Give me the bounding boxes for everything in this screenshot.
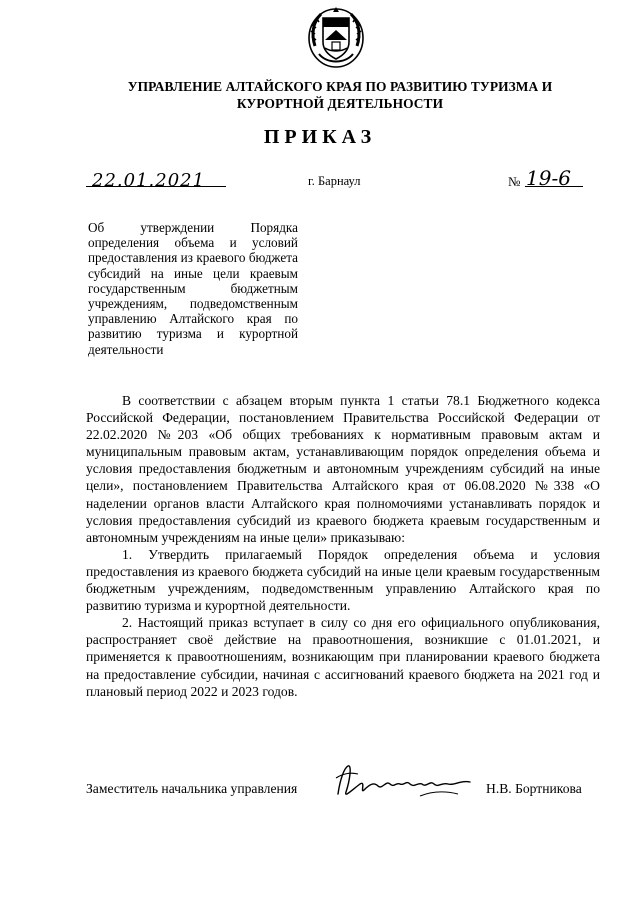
org-title-line: УПРАВЛЕНИЕ АЛТАЙСКОГО КРАЯ ПО РАЗВИТИЮ ТУРИЗМА И: [127, 79, 553, 94]
document-subject: Об утверждении Порядка определения объема и условий предоставления из краевого бюджета субсидий на иные цели краевым государственным бюджетным учреждениям, подведомственным управлению Алтайского края по развитию туризма и курортной деятельности: [88, 220, 298, 357]
body-paragraph: В соответствии с абзацем вторым пункта 1 статьи 78.1 Бюджетного кодекса Российской Федерации, постановлением Правительства Российской Федерации от 22.02.2020 №203 «Об общих требованиях к нормативным правовым актам и муниципальным правовым актам, устанавливающим порядок определения объема и условия предоставления бюджетным и автономным учреждениям субсидий на иные цели», постановлением Правительства Алтайского края от 06.08.2020 №338 «О наделении органов власти Алтайского края полномочиями устанавливать порядок и условия предоставления субсидий из краевого бюджета краевым государственным и автономным учреждениям на иные цели» приказываю:: [86, 393, 600, 545]
document-date: 22.01.2021: [92, 170, 206, 191]
org-title-line: КУРОРТНОЙ ДЕЯТЕЛЬНОСТИ: [236, 96, 444, 111]
date-underline: [86, 186, 226, 187]
document-body: [86, 392, 600, 700]
handwritten-signature-icon: [330, 760, 480, 804]
altai-krai-coat-of-arms-icon: [305, 4, 367, 70]
number-underline: [525, 186, 583, 187]
body-paragraph: 1. Утвердить прилагаемый Порядок определения объема и условия предоставления из краевого бюджета субсидий на иные цели краевым государственным бюджетным учреждениям, подведомственным управлению Алтайского края по развитию туризма и курортной деятельности.: [86, 546, 600, 614]
organization-title: [60, 78, 620, 112]
signatory-role: Заместитель начальника управления: [86, 781, 298, 796]
document-type-heading: ПРИКАЗ: [263, 126, 377, 148]
document-number-label: №: [508, 174, 521, 189]
signatory-name: Н.В. Бортникова: [486, 781, 582, 796]
document-city: г. Барнаул: [308, 174, 361, 188]
document-number: 19-6: [526, 166, 571, 190]
body-paragraph: 2. Настоящий приказ вступает в силу со дня его официального опубликования, распространяет своё действие на правоотношения, возникшие с 01.01.2021, и применяется к правоотношениям, возникающим при планировании краевого бюджета на предоставление субсидии, начиная с ассигнований краевого бюджета на 2021 год и плановый период 2022 и 2023 годов.: [86, 615, 600, 699]
